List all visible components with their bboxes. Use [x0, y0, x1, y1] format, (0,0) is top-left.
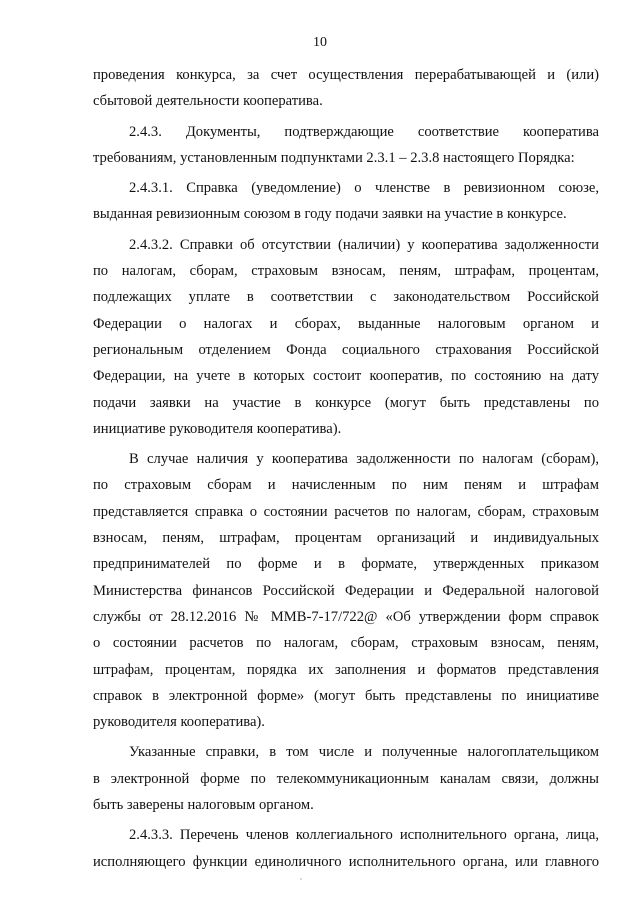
- text-line: руководителя кооператива).: [93, 714, 265, 731]
- paragraph: [93, 822, 599, 875]
- text-line: справок в электронной форме» (могут быть представлены по инициативе: [93, 687, 599, 704]
- text-line: сбытовой деятельности кооператива.: [93, 93, 323, 110]
- text-line: быть заверены налоговым органом.: [93, 797, 314, 814]
- text-line: 2.4.3.2. Справки об отсутствии (наличии) у кооператива задолженности: [129, 236, 599, 253]
- paragraph: [93, 119, 599, 172]
- text-line: штрафам, процентам, порядка их заполнения и форматов представления: [93, 661, 599, 678]
- paragraph: [93, 62, 599, 115]
- text-line: подачи заявки на участие в конкурсе (могут быть представлены по: [93, 394, 599, 411]
- text-line: о состоянии расчетов по налогам, сборам, страховым взносам, пеням,: [93, 635, 599, 652]
- text-line: инициативе руководителя кооператива).: [93, 420, 342, 437]
- paragraph: [93, 232, 599, 442]
- text-line: подлежащих уплате в соответствии с законодательством Российской: [93, 289, 599, 306]
- text-line: представляется справка о состоянии расчетов по налогам, сборам, страховым: [93, 503, 599, 520]
- text-line: выданная ревизионным союзом в году подачи заявки на участие в конкурсе.: [93, 206, 567, 223]
- page-number: 10: [313, 35, 327, 50]
- text-line: предпринимателей по форме и в формате, утвержденных приказом: [93, 556, 599, 573]
- text-line: Министерства финансов Российской Федерации и Федеральной налоговой: [93, 582, 599, 599]
- text-line: взносам, пеням, штрафам, процентам организаций и индивидуальных: [93, 530, 599, 547]
- text-line: по налогам, сборам, страховым взносам, пеням, штрафам, процентам,: [93, 263, 599, 280]
- text-line: по страховым сборам и начисленным по ним пеням и штрафам: [93, 477, 599, 494]
- paragraph: [93, 175, 599, 228]
- text-line: Федерации о налогах и сборах, выданные налоговым органом и: [93, 315, 599, 332]
- text-line: проведения конкурса, за счет осуществления перерабатывающей и (или): [93, 67, 599, 83]
- scan-speck: [300, 878, 302, 880]
- text-line: 2.4.3.3. Перечень членов коллегиального исполнительного органа, лица,: [129, 827, 599, 844]
- text-line: Федерации, на учете в которых состоит кооператив, по состоянию на дату: [93, 368, 599, 385]
- text-line: службы от 28.12.2016 № ММВ-7-17/722@ «Об утверждении форм справок: [93, 608, 599, 625]
- text-line: региональным отделением Фонда социального страхования Российской: [93, 341, 599, 358]
- text-line: 2.4.3. Документы, подтверждающие соответствие кооператива: [129, 123, 599, 140]
- text-line: 2.4.3.1. Справка (уведомление) о членстве в ревизионном союзе,: [129, 180, 599, 197]
- paragraph: [93, 446, 599, 735]
- text-line: в электронной форме по телекоммуникационным каналам связи, должны: [93, 770, 599, 787]
- text-line: требованиям, установленным подпунктами 2.3.1 – 2.3.8 настоящего Порядка:: [93, 149, 575, 166]
- paragraph: [93, 739, 599, 818]
- text-line: исполняющего функции единоличного исполнительного органа, или главного: [93, 853, 599, 870]
- text-line: В случае наличия у кооператива задолженности по налогам (сборам),: [129, 451, 599, 468]
- document-body: [93, 62, 599, 879]
- text-line: Указанные справки, в том числе и полученные налогоплательщиком: [129, 744, 599, 761]
